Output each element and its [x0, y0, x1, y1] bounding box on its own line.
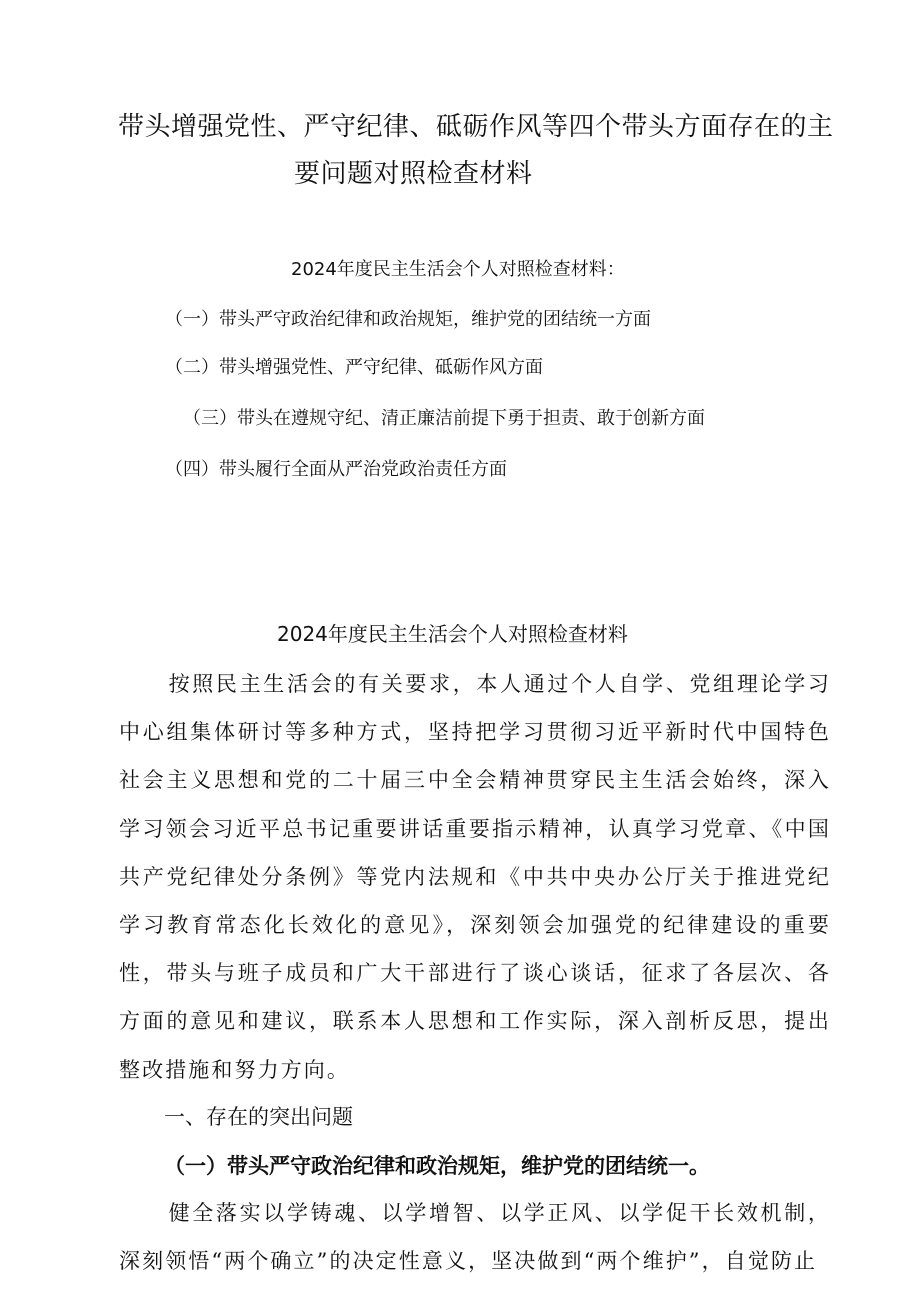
toc-item-3: （三）带头在遵规守纪、清正廉洁前提下勇于担责、敢于创新方面	[183, 408, 705, 429]
intro-paragraph	[119, 660, 831, 1094]
toc-heading: 2024年度民主生活会个人对照检查材料：	[291, 259, 625, 280]
body-title: 2024年度民主生活会个人对照检查材料	[277, 622, 628, 646]
document-title-line-2: 要问题对照检查材料	[294, 159, 533, 189]
toc-item-1: （一）带头严守政治纪律和政治规矩，维护党的团结统一方面	[165, 309, 651, 330]
section-1-paragraph	[119, 1189, 831, 1285]
document-title-line-1: 带头增强党性、严守纪律、砥砺作风等四个带头方面存在的主	[118, 112, 834, 142]
toc-item-2: （二）带头增强党性、严守纪律、砥砺作风方面	[165, 357, 543, 378]
section-1-sub-heading: （一）带头严守政治纪律和政治规矩，维护党的团结统一。	[164, 1154, 710, 1178]
document-title	[118, 104, 838, 198]
section-1-paragraph-text: 健全落实以学铸魂、以学增智、以学正风、以学促干长效机制，深刻领悟“两个确立”的决定性意义，坚决做到“两个维护”，自觉防止	[119, 1201, 831, 1274]
section-1-heading: 一、存在的突出问题	[164, 1105, 353, 1129]
intro-paragraph-text: 按照民主生活会的有关要求，本人通过个人自学、党组理论学习中心组集体研讨等多种方式，坚持把学习贯彻习近平新时代中国特色社会主义思想和党的二十届三中全会精神贯穿民主生活会始终，深入学习领会习近平总书记重要讲话重要指示精神，认真学习党章、《中国共产党纪律处分条例》等党内法规和《中共中央办公厅关于推进党纪学习教育常态化长效化的意见》，深刻领会加强党的纪律建设的重要性，带头与班子成员和广大干部进行了谈心谈话，征求了各层次、各方面的意见和建议，联系本人思想和工作实际，深入剖析反思，提出整改措施和努力方向。	[119, 672, 831, 1082]
toc-item-4: （四）带头履行全面从严治党政治责任方面	[165, 459, 507, 480]
